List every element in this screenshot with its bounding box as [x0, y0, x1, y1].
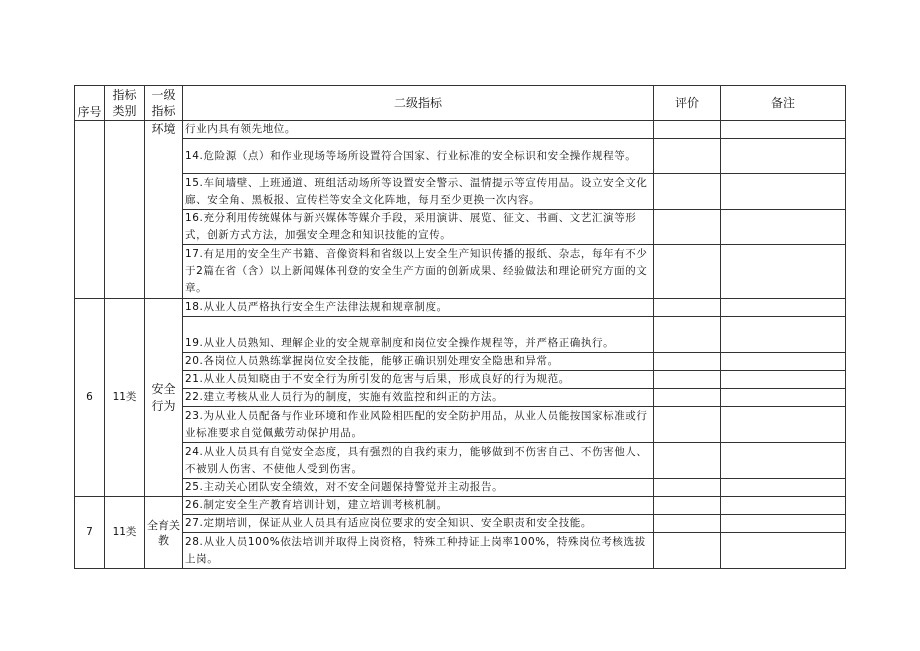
seq-cell-empty	[75, 121, 105, 299]
evaluation-cell[interactable]	[654, 139, 721, 174]
evaluation-cell[interactable]	[654, 443, 721, 479]
table-row	[75, 139, 846, 174]
table-row	[75, 245, 846, 299]
level1-cell: 安全行为	[145, 299, 183, 497]
header-remarks: 备注	[721, 86, 846, 121]
remarks-cell[interactable]	[721, 317, 846, 353]
remarks-cell[interactable]	[721, 121, 846, 139]
remarks-cell[interactable]	[721, 245, 846, 299]
level2-item: 25.主动关心团队安全绩效，对不安全问题保持警觉并主动报告。	[183, 479, 654, 497]
level2-item: 20.各岗位人员熟练掌握岗位安全技能，能够正确识别处理安全隐患和异常。	[183, 353, 654, 371]
remarks-cell[interactable]	[721, 515, 846, 533]
remarks-cell[interactable]	[721, 353, 846, 371]
table-row	[75, 371, 846, 389]
category-cell: 11类	[105, 299, 145, 497]
evaluation-table	[74, 85, 846, 569]
level2-item: 22.建立考核从业人员行为的制度，实施有效监控和纠正的方法。	[183, 389, 654, 407]
table-row	[75, 497, 846, 515]
evaluation-cell[interactable]	[654, 371, 721, 389]
level2-item: 18.从业人员严格执行安全生产法律法规和规章制度。	[183, 299, 654, 317]
evaluation-cell[interactable]	[654, 515, 721, 533]
level2-item: 21.从业人员知晓由于不安全行为所引发的危害与后果，形成良好的行为规范。	[183, 371, 654, 389]
evaluation-cell[interactable]	[654, 533, 721, 569]
table-row	[75, 353, 846, 371]
remarks-cell[interactable]	[721, 533, 846, 569]
level2-item: 行业内具有领先地位。	[183, 121, 654, 139]
evaluation-cell[interactable]	[654, 389, 721, 407]
table-row	[75, 210, 846, 245]
remarks-cell[interactable]	[721, 443, 846, 479]
seq-cell: 7	[75, 497, 105, 569]
remarks-cell[interactable]	[721, 479, 846, 497]
table-row	[75, 515, 846, 533]
evaluation-cell[interactable]	[654, 245, 721, 299]
header-evaluation: 评价	[654, 86, 721, 121]
header-level1: 一级指标	[145, 86, 183, 121]
table-row	[75, 389, 846, 407]
level2-item: 19.从业人员熟知、理解企业的安全规章制度和岗位安全操作规程等，并严格正确执行。	[183, 317, 654, 353]
remarks-cell[interactable]	[721, 497, 846, 515]
table-row	[75, 533, 846, 569]
level2-item: 24.从业人员具有自觉安全态度，具有强烈的自我约束力，能够做到不伤害自己、不伤害他人、不被别人伤害、不使他人受到伤害。	[183, 443, 654, 479]
remarks-cell[interactable]	[721, 139, 846, 174]
level2-item: 14.危险源（点）和作业现场等场所设置符合国家、行业标准的安全标识和安全操作规程等。	[183, 139, 654, 174]
header-seq: 序号	[75, 86, 105, 121]
level2-item: 23.为从业人员配备与作业环境和作业风险相匹配的安全防护用品，从业人员能按国家标准或行业标准要求自觉佩戴劳动保护用品。	[183, 407, 654, 443]
evaluation-cell[interactable]	[654, 210, 721, 245]
remarks-cell[interactable]	[721, 407, 846, 443]
table-row	[75, 443, 846, 479]
category-cell: 11类	[105, 497, 145, 569]
level1-cell: 环境	[145, 121, 183, 299]
remarks-cell[interactable]	[721, 299, 846, 317]
remarks-cell[interactable]	[721, 210, 846, 245]
category-cell-empty	[105, 121, 145, 299]
evaluation-cell[interactable]	[654, 299, 721, 317]
evaluation-cell[interactable]	[654, 121, 721, 139]
remarks-cell[interactable]	[721, 389, 846, 407]
level2-item: 26.制定安全生产教育培训计划，建立培训考核机制。	[183, 497, 654, 515]
table-row	[75, 317, 846, 353]
remarks-cell[interactable]	[721, 174, 846, 210]
table-row	[75, 174, 846, 210]
header-row	[75, 86, 846, 121]
level2-item: 16.充分利用传统媒体与新兴媒体等媒介手段，采用演讲、展览、征文、书画、文艺汇演等形式，创新方式方法，加强安全理念和知识技能的宣传。	[183, 210, 654, 245]
evaluation-cell[interactable]	[654, 174, 721, 210]
table-row	[75, 407, 846, 443]
evaluation-cell[interactable]	[654, 479, 721, 497]
table-row	[75, 479, 846, 497]
evaluation-cell[interactable]	[654, 497, 721, 515]
table-row	[75, 121, 846, 139]
header-level2: 二级指标	[183, 86, 654, 121]
level2-item: 15.车间墙壁、上班通道、班组活动场所等设置安全警示、温情提示等宣传用品。设立安全文化廊、安全角、黑板报、宣传栏等安全文化阵地，每月至少更换一次内容。	[183, 174, 654, 210]
header-category: 指标类别	[105, 86, 145, 121]
level1-cell: 全育关教	[145, 497, 183, 569]
evaluation-cell[interactable]	[654, 317, 721, 353]
seq-cell: 6	[75, 299, 105, 497]
evaluation-cell[interactable]	[654, 353, 721, 371]
level2-item: 28.从业人员100%依法培训并取得上岗资格，特殊工种持证上岗率100%，特殊岗位考核选拔上岗。	[183, 533, 654, 569]
remarks-cell[interactable]	[721, 371, 846, 389]
evaluation-cell[interactable]	[654, 407, 721, 443]
table-row	[75, 299, 846, 317]
level2-item: 17.有足用的安全生产书籍、音像资料和省级以上安全生产知识传播的报纸、杂志，每年有不少于2篇在省（含）以上新闻媒体刊登的安全生产方面的创新成果、经验做法和理论研究方面的文章。	[183, 245, 654, 299]
level2-item: 27.定期培训，保证从业人员具有适应岗位要求的安全知识、安全职责和安全技能。	[183, 515, 654, 533]
